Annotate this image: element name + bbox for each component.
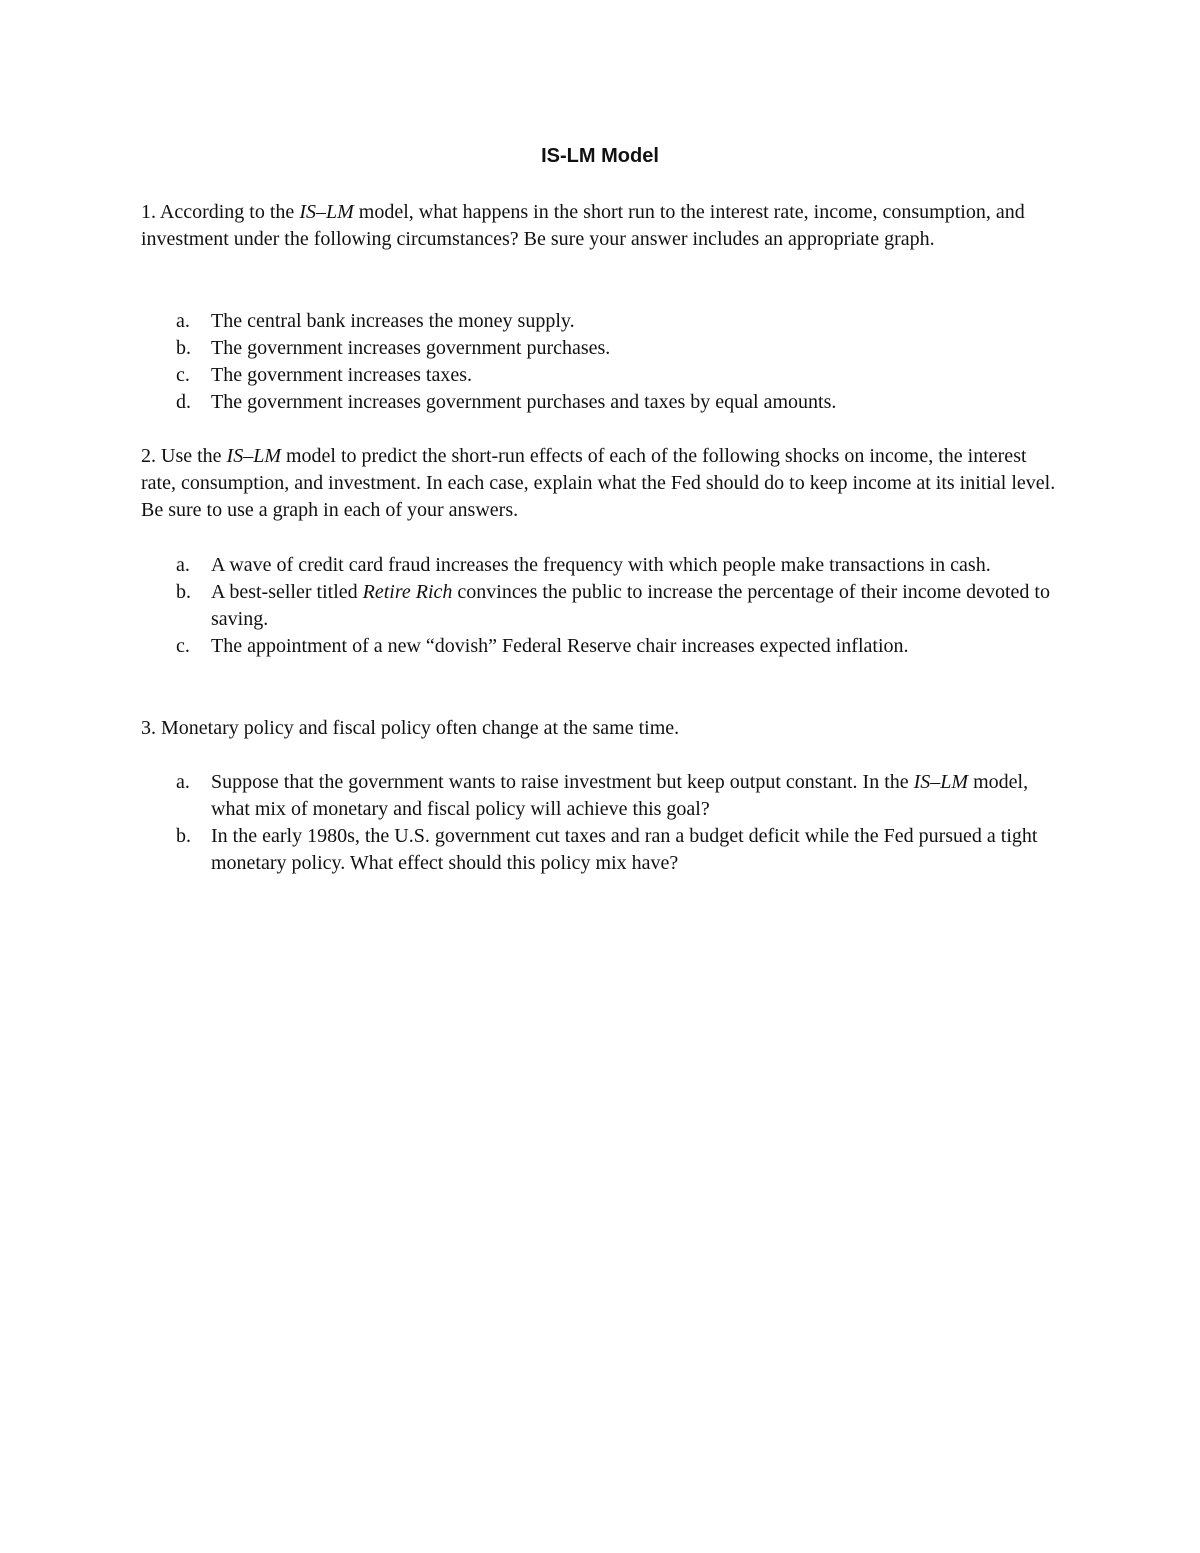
list-marker: a. — [176, 771, 190, 793]
list-item — [141, 335, 1061, 362]
list-item-text: The central bank increases the money supply. — [211, 310, 575, 332]
page-title: IS-LM Model — [541, 145, 659, 167]
list-item-lead: A best-seller titled — [211, 581, 363, 603]
question-3-text: 3. Monetary policy and fiscal policy often change at the same time. — [141, 717, 680, 739]
list-item-text: The government increases taxes. — [211, 364, 473, 386]
list-marker: a. — [176, 554, 190, 576]
list-item-text: The government increases government purchases. — [211, 337, 611, 359]
list-item — [141, 633, 1061, 660]
list-item — [141, 823, 1061, 877]
list-marker: c. — [176, 635, 190, 657]
question-1-model-name: IS–LM — [299, 201, 354, 223]
list-item-lead: Suppose that the government wants to raise investment but keep output constant. In the — [211, 771, 914, 793]
list-item-rest: model, what mix of monetary and fiscal policy will achieve this goal? — [211, 771, 1029, 820]
list-item — [141, 362, 1061, 389]
list-item-text: In the early 1980s, the U.S. government cut taxes and ran a budget deficit while the Fed pursued a tight monetary policy. What effect should this policy mix have? — [211, 825, 1038, 874]
question-1-list — [141, 308, 1061, 416]
question-1-text — [141, 199, 1061, 253]
list-item-text: The appointment of a new “dovish” Federal Reserve chair increases expected inflation. — [211, 635, 909, 657]
book-title: Retire Rich — [362, 581, 453, 603]
question-2-text — [141, 443, 1061, 524]
list-item-text: A wave of credit card fraud increases the frequency with which people make transactions in cash. — [211, 554, 991, 576]
question-2-list — [141, 552, 1061, 660]
list-item — [141, 308, 1061, 335]
list-item — [141, 389, 1061, 416]
list-item — [141, 769, 1061, 823]
list-item-rest: convinces the public to increase the percentage of their income devoted to saving. — [211, 581, 1050, 630]
list-marker: b. — [176, 337, 191, 359]
question-1-body: model, what happens in the short run to the interest rate, income, consumption, and investment under the following circumstances? Be sure your answer includes an appropriate graph. — [141, 201, 1025, 250]
list-marker: c. — [176, 364, 190, 386]
list-marker: d. — [176, 391, 191, 413]
list-item — [141, 552, 1061, 579]
list-marker: b. — [176, 581, 191, 603]
list-marker: a. — [176, 310, 190, 332]
question-1-lead: 1. According to the — [141, 201, 300, 223]
question-2-body: model to predict the short-run effects of each of the following shocks on income, the interest rate, consumption, and investment. In each case, explain what the Fed should do to keep income at its initial level. Be sure to use a graph in each of your answers. — [141, 445, 1056, 521]
list-item-text — [211, 771, 1028, 820]
model-name: IS–LM — [913, 771, 969, 793]
question-2-lead: 2. Use the — [141, 445, 227, 467]
list-item-text — [211, 581, 1050, 630]
list-marker: b. — [176, 825, 191, 847]
question-2-model-name: IS–LM — [226, 445, 281, 467]
list-item — [141, 579, 1061, 633]
list-item-text: The government increases government purchases and taxes by equal amounts. — [211, 391, 837, 413]
question-3-list — [141, 769, 1061, 877]
